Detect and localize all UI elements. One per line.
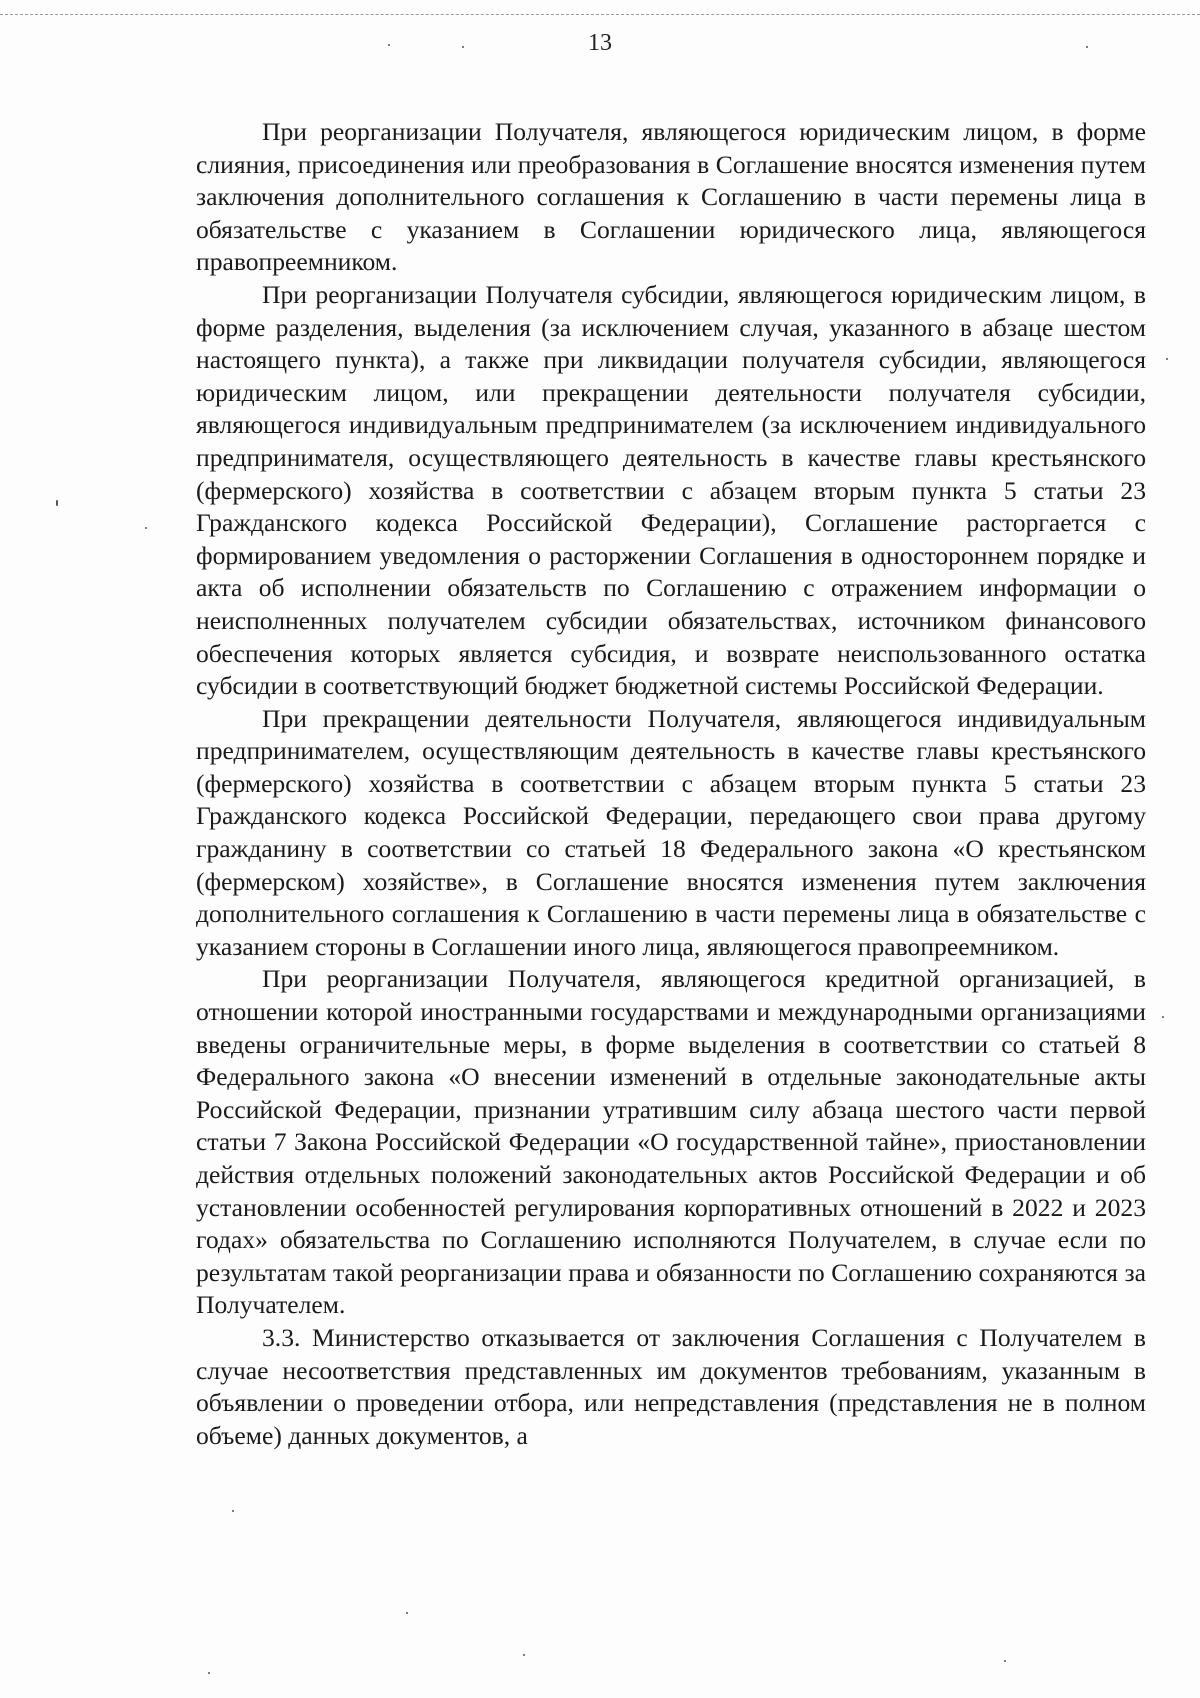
scan-speck bbox=[1004, 1660, 1006, 1662]
scan-speck bbox=[56, 500, 58, 506]
scan-speck bbox=[145, 527, 147, 529]
paragraph-3-3-refusal: 3.3. Министерство отказывается от заключения Соглашения с Получателем в случае несоответствия представленных им документов требованиям, указанным в объявлении о проведении отбора, или непредставления (представления не в полном объеме) данных документов, а bbox=[196, 1322, 1146, 1450]
scan-top-edge bbox=[0, 14, 1200, 15]
paragraph-credit-organization-reorganization: При реорганизации Получателя, являющегося кредитной организацией, в отношении которой иностранными государствами и международными организациями введены ограничительные меры, в форме выделения в соответствии со статьей 8 Федерального закона «О внесении изменений в отдельные законодательные акты Российской Федерации, признании утратившим силу абзаца шестого части первой статьи 7 Закона Российской Федерации «О государственной тайне», приостановлении действия отдельных положений законодательных актов Российской Федерации и об установлении особенностей регулирования корпоративных отношений в 2022 и 2023 годах» обязательства по Соглашению исполняются Получателем, в случае если по результатам такой реорганизации права и обязанности по Соглашению сохраняются за Получателем. bbox=[196, 964, 1146, 1320]
scan-speck bbox=[406, 1612, 408, 1614]
scan-speck bbox=[1086, 46, 1088, 48]
scan-speck bbox=[462, 46, 464, 48]
scan-speck bbox=[1166, 358, 1168, 360]
scan-speck bbox=[523, 1654, 525, 1656]
scan-speck bbox=[232, 1510, 234, 1512]
page-number: 13 bbox=[588, 30, 612, 56]
scan-speck bbox=[208, 1672, 210, 1674]
paragraph-farm-head-termination: При прекращении деятельности Получателя, являющегося индивидуальным предпринимателем, осуществляющим деятельность в качестве главы крестьянского (фермерского) хозяйства в соответствии с абзацем вторым пункта 5 статьи 23 Гражданского кодекса Российской Федерации, передающего свои права другому гражданину в соответствии со статьей 18 Федерального закона «О крестьянском (фермерском) хозяйстве», в Соглашение вносятся изменения путем заключения дополнительного соглашения к Соглашению в части перемены лица в обязательстве с указанием стороны в Соглашении иного лица, являющегося правопреемником. bbox=[196, 703, 1146, 961]
paragraph-reorganization-division-liquidation: При реорганизации Получателя субсидии, являющегося юридическим лицом, в форме разделения, выделения (за исключением случая, указанного в абзаце шестом настоящего пункта), а также при ликвидации получателя субсидии, являющегося юридическим лицом, или прекращении деятельности получателя субсидии, являющегося индивидуальным предпринимателем (за исключением индивидуального предпринимателя, осуществляющего деятельность в качестве главы крестьянского (фермерского) хозяйства в соответствии с абзацем вторым пункта 5 статьи 23 Гражданского кодекса Российской Федерации), Соглашение расторгается с формированием уведомления о расторжении Соглашения в одностороннем порядке и акта об исполнении обязательств по Соглашению с отражением информации о неисполненных получателем субсидии обязательствах, источником финансового обеспечения которых является субсидия, и возврате неиспользованного остатка субсидии в соответствующий бюджет бюджетной системы Российской Федерации. bbox=[196, 279, 1146, 701]
paragraph-reorganization-merger: При реорганизации Получателя, являющегося юридическим лицом, в форме слияния, присоединения или преобразования в Соглашение вносятся изменения путем заключения дополнительного соглашения к Соглашению в части перемены лица в обязательстве с указанием в Соглашении юридического лица, являющегося правопреемником. bbox=[196, 117, 1146, 277]
scan-speck bbox=[388, 44, 390, 46]
document-body bbox=[196, 116, 1146, 1452]
scan-speck bbox=[1162, 1016, 1164, 1018]
